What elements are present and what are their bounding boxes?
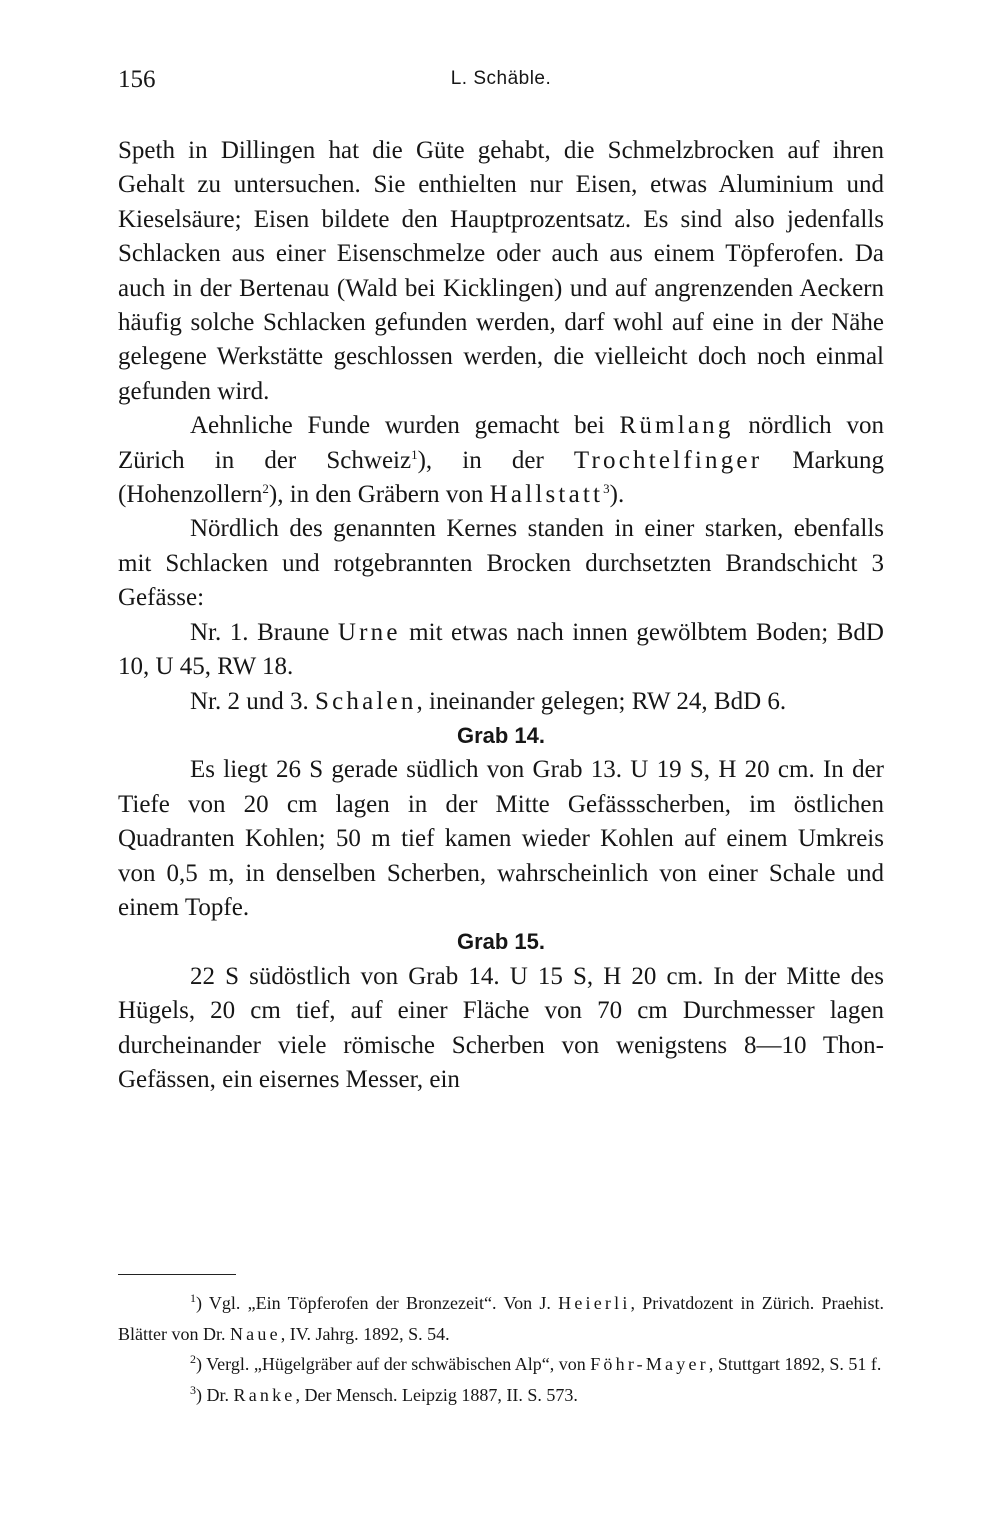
footnote-mark: 1 (190, 1291, 196, 1305)
footnote-mark: 3 (190, 1382, 196, 1397)
text-span: ) Vgl. „Ein Töpferofen der Bronzezeit“. Von J. (196, 1293, 559, 1313)
page-number: 156 (118, 66, 156, 93)
section-heading-grab-14: Grab 14. (456, 722, 546, 748)
author-name: Föhr-Mayer (590, 1354, 709, 1374)
text-span: , IV. Jahrg. 1892, S. 54. (280, 1323, 450, 1344)
author-name: Heierli (558, 1293, 631, 1313)
text-span: Nr. 2 und 3. (190, 687, 315, 715)
author-name: Ranke (233, 1384, 296, 1405)
text-span: ). (609, 481, 625, 509)
place-name-hallstatt: Hallstatt (489, 481, 604, 509)
footnote-ref-2: 2 (262, 481, 269, 497)
text-span: ) Vergl. „Hügelgräber auf der schwäbischen Alp“, von (196, 1354, 591, 1374)
footnotes (118, 1288, 884, 1410)
text-span: Markung (Hohenzollern (118, 446, 884, 509)
text-span: ), in der (417, 446, 574, 474)
text-span: , ineinander gelegen; RW 24, BdD 6. (416, 687, 787, 715)
text-span: , Privatdozent in Zürich. Praehist. Blätter von Dr. (118, 1293, 884, 1344)
footnote-3 (118, 1380, 884, 1411)
paragraph-2 (118, 409, 884, 512)
paragraph-6: Es liegt 26 S gerade südlich von Grab 13. U 19 S, H 20 cm. In der Tiefe von 20 cm lagen in der Mitte Gefässscherben, im östlichen Quadranten Kohlen; 50 m tief kamen wieder Kohlen auf einem Umkreis von 0,5 m, in denselben Scherben, wahrscheinlich von einer Schale und einem Topfe. (118, 756, 884, 921)
footnote-separator (118, 1274, 236, 1275)
page-header (118, 66, 884, 100)
paragraph-5 (118, 685, 884, 719)
footnote-ref-1: 1 (411, 446, 418, 462)
text-span: ), in den Gräbern von (268, 481, 490, 509)
text-span: ) Dr. (196, 1384, 234, 1405)
author-name: Naue (229, 1323, 281, 1344)
section-heading-grab-15: Grab 15. (456, 929, 546, 955)
text-span: , Der Mensch. Leipzig 1887, II. S. 573. (295, 1384, 578, 1405)
text-span: nördlich von Zürich in der Schweiz (118, 412, 884, 474)
place-name-trochtelfinger: Trochtelfinger (573, 446, 763, 474)
running-head: L. Schäble. (450, 68, 552, 89)
paragraph-4 (118, 616, 884, 685)
emphasis-schalen: Schalen (315, 687, 417, 715)
text-span: Nr. 1. Braune (190, 618, 338, 646)
footnote-2 (118, 1349, 884, 1380)
emphasis-urne: Urne (337, 618, 401, 646)
text-span: Aehnliche Funde wurden gemacht bei (190, 412, 620, 440)
body-text (118, 134, 884, 1097)
text-span: mit etwas nach innen gewölbtem Boden; BdD 10, U 45, RW 18. (118, 618, 884, 681)
paragraph-3: Nördlich des genannten Kernes standen in einer starken, ebenfalls mit Schlacken und rotgebrannten Brocken durchsetzten Brandschicht 3 Gefässe: (118, 515, 884, 612)
paragraph-7: 22 S südöstlich von Grab 14. U 15 S, H 20 cm. In der Mitte des Hügels, 20 cm tief, auf einer Fläche von 70 cm Durchmesser lagen durcheinander viele römische Scherben von wenigstens 8—10 Thon-Gefässen, ein eisernes Messer, ein (118, 962, 884, 1093)
footnote-ref-3: 3 (603, 481, 610, 497)
place-name-ruemlang: Rümlang (619, 412, 734, 440)
footnote-1 (118, 1288, 884, 1349)
paragraph-1: Speth in Dillingen hat die Güte gehabt, die Schmelzbrocken auf ihren Gehalt zu untersuchen. Sie enthielten nur Eisen, etwas Aluminium und Kieselsäure; Eisen bildete den Hauptprozentsatz. Es sind also jedenfalls Schlacken aus einer Eisenschmelze oder auch aus einem Töpferofen. Da auch in der Bertenau (Wald bei Kicklingen) und auf angrenzenden Aeckern häufig solche Schlacken gefunden werden, darf wohl auf eine in der Nähe gelegene Werkstätte geschlossen werden, die vielleicht doch noch einmal gefunden wird. (118, 137, 884, 405)
footnote-mark: 2 (190, 1352, 196, 1366)
text-span: , Stuttgart 1892, S. 51 f. (708, 1354, 882, 1374)
